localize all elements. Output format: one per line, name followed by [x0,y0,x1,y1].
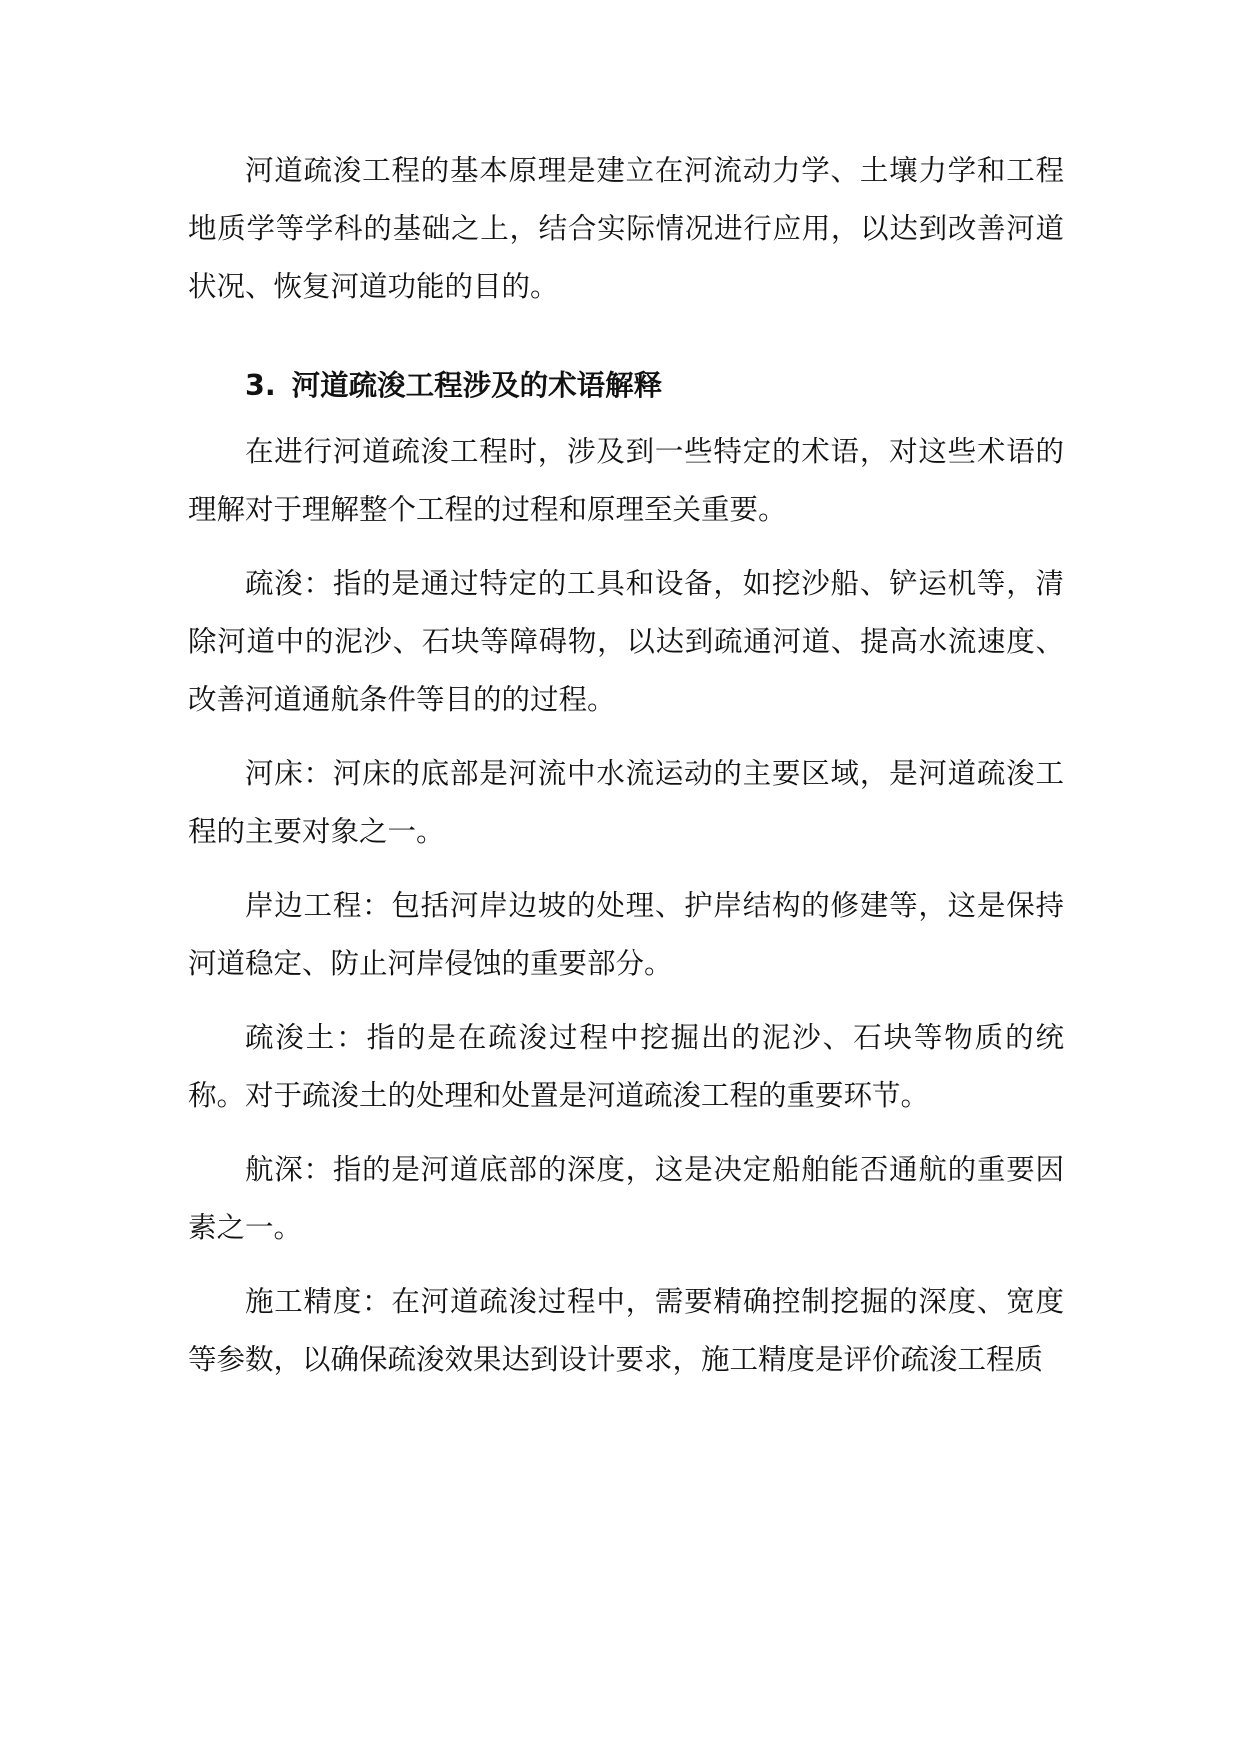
paragraph-term-riverbed: 河床：河床的底部是河流中水流运动的主要区域，是河道疏浚工程的主要对象之一。 [188,757,1064,848]
section-heading [188,361,1064,411]
paragraph-principle: 河道疏浚工程的基本原理是建立在河流动力学、土壤力学和工程地质学等学科的基础之上，结合实际情况进行应用，以达到改善河道状况、恢复河道功能的目的。 [188,154,1064,303]
paragraph-term-construction-accuracy: 施工精度：在河道疏浚过程中，需要精确控制挖掘的深度、宽度等参数，以确保疏浚效果达到设计要求，施工精度是评价疏浚工程质 [188,1285,1064,1376]
section-title: 河道疏浚工程涉及的术语解释 [291,369,663,402]
paragraph-term-dredged-soil: 疏浚土：指的是在疏浚过程中挖掘出的泥沙、石块等物质的统称。对于疏浚土的处理和处置是河道疏浚工程的重要环节。 [188,1021,1064,1112]
document-body [188,142,1064,1389]
paragraph-term-dredging: 疏浚：指的是通过特定的工具和设备，如挖沙船、铲运机等，清除河道中的泥沙、石块等障碍物，以达到疏通河道、提高水流速度、改善河道通航条件等目的的过程。 [188,567,1064,716]
section-number: 3. [245,369,276,402]
paragraph-term-navigation-depth: 航深：指的是河道底部的深度，这是决定船舶能否通航的重要因素之一。 [188,1153,1064,1244]
paragraph-intro: 在进行河道疏浚工程时，涉及到一些特定的术语，对这些术语的理解对于理解整个工程的过程和原理至关重要。 [188,435,1064,526]
paragraph-term-bank-works: 岸边工程：包括河岸边坡的处理、护岸结构的修建等，这是保持河道稳定、防止河岸侵蚀的重要部分。 [188,889,1064,980]
